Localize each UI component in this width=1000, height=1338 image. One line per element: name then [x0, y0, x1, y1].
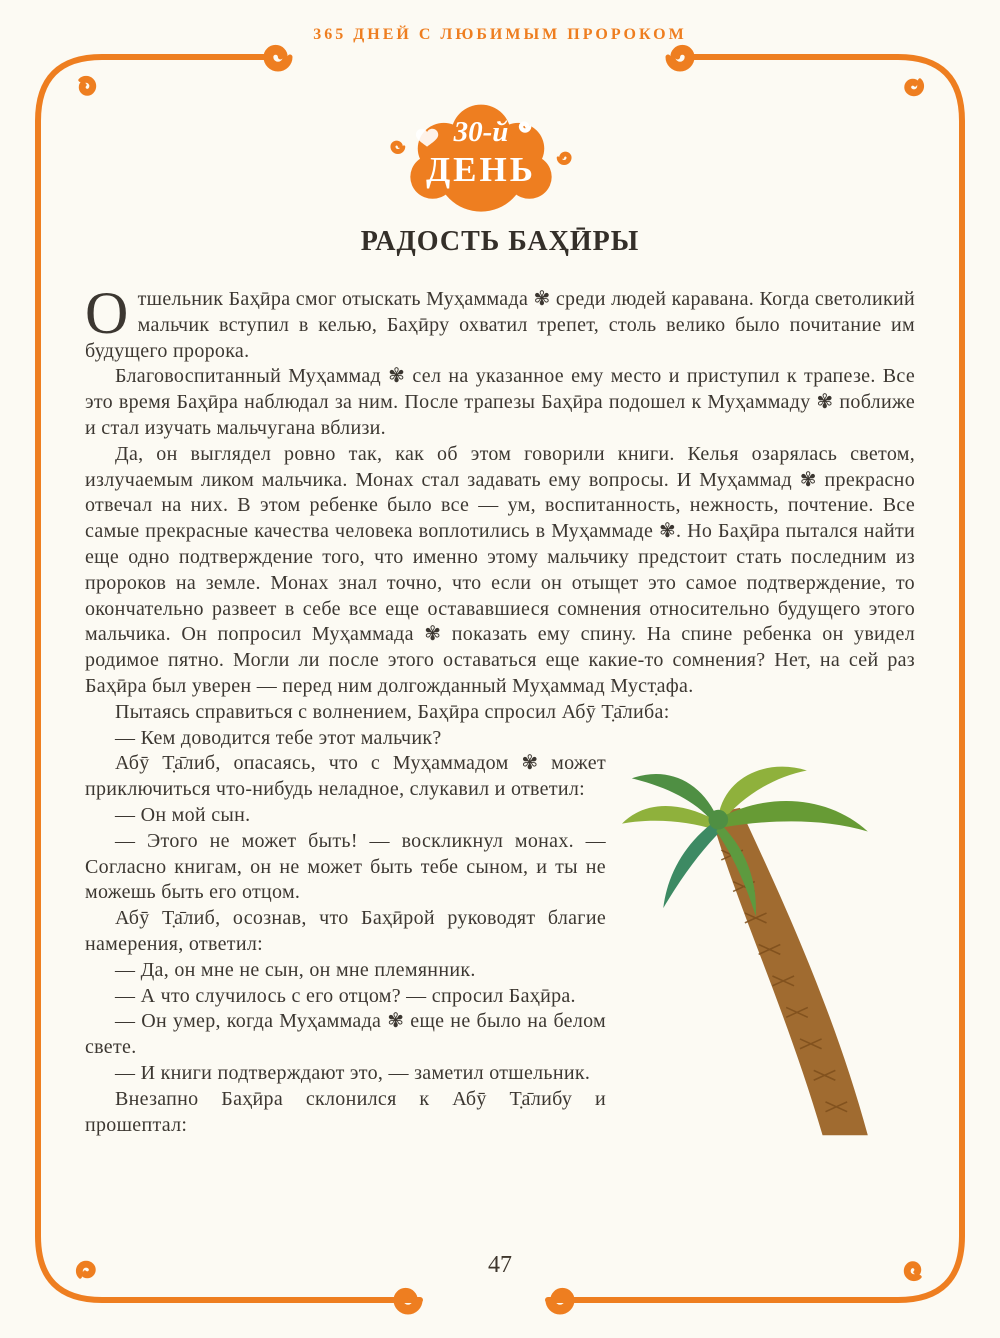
chapter-title: РАДОСТЬ БАҲӢРЫ [360, 226, 640, 257]
palm-crown [709, 810, 729, 830]
palm-tree-illustration [620, 755, 915, 1137]
spiral-ornament [548, 1290, 572, 1312]
paragraph: Внезапно Баҳӣра склонился к Абӯ Т̣а̄либу и прошептал: [85, 1087, 606, 1136]
drop-cap: О [85, 280, 129, 346]
corner-spiral-ornament [903, 75, 926, 98]
corner-spiral-ornament [75, 74, 98, 97]
paragraph: Пытаясь справиться с волнением, Баҳӣра спросил Абӯ Т̣а̄либа: [115, 700, 670, 723]
day-badge [388, 90, 574, 218]
paragraph: Благовоспитанный Муҳаммад ✾ сел на указанное ему место и приступил к трапезе. Все это время Баҳӣра наблюдал за ним. После трапезы Баҳӣра подошел к Муҳаммаду ✾ поближе и стал изучать мальчугана вблизи. [85, 365, 915, 439]
page-number: 47 [488, 1252, 512, 1278]
spiral-ornament [266, 47, 290, 69]
spiral-ornament [396, 1290, 420, 1312]
paragraphs-wrap-section [85, 751, 915, 1138]
lead-paragraph [85, 280, 915, 364]
paragraph: — Он умер, когда Муҳаммада ✾ еще не было на белом свете. [85, 1010, 606, 1059]
paragraph: Абӯ Т̣а̄либ, опасаясь, что с Муҳаммадом ✾ может приключиться что-нибудь неладное, слукавил и ответил: [85, 752, 606, 801]
running-head: 365 ДНЕЙ С ЛЮБИМЫМ ПРОРОКОМ [313, 26, 687, 43]
day-number: 30-й [453, 116, 509, 148]
paragraph: — Этого не может быть! — воскликнул монах. — Согласно книгам, он не может быть тебе сыном, и ты не можешь быть его отцом. [85, 829, 606, 904]
palm-leaf [663, 822, 720, 909]
paragraph: Абӯ Т̣а̄либ, осознав, что Баҳӣрой руководят благие намерения, ответил: [85, 907, 606, 955]
palm-tree-graphic [620, 755, 915, 1137]
article-body [85, 280, 915, 1138]
paragraph: Да, он выглядел ровно так, как об этом говорили книги. Келья озарялась светом, излучаемым ликом мальчика. Монах стал задавать ему вопросы. И Муҳаммад ✾ прекрасно отвечал на них. В этом ребенке было все — ум, воспитанность, нежность, почтение. Все самые прекрасные качества человека воплотились в Муҳаммаде ✾. Но Баҳӣра пытался найти еще одно подтверждение того, что именно этому мальчику предстоит стать последним из пророков на земле. Монах знал точно, что если он отыщет это самое подтверждение, то окончательно развеет в себе все еще остававшиеся сомнения относительно будущего этого мальчика. Он попросил Муҳаммада ✾ показать ему спину. На спине ребенка он увидел родимое пятно. Могли ли после этого оставаться еще какие-то сомнения? Нет, на сей раз Баҳӣра был уверен — перед ним долгожданный Муҳаммад Муст̣афа. [85, 442, 915, 697]
paragraph: — А что случилось с его отцом? — спросил Баҳӣра. [115, 984, 576, 1007]
paragraph: — Кем доводится тебе этот мальчик? [115, 726, 442, 749]
paragraph: — И книги подтверждают это, — заметил отшельник. [115, 1061, 591, 1084]
paragraph: — Да, он мне не сын, он мне племянник. [115, 958, 476, 981]
day-word: ДЕНЬ [426, 150, 536, 189]
lead-text: тшельник Баҳӣра смог отыскать Муҳаммада ✾ среди людей каравана. Когда светоликий мальчик вступил в келью, Баҳӣру охватил трепет, столь велико было почитание им будущего пророка. [85, 288, 915, 362]
paragraph: — Он мой сын. [115, 803, 251, 826]
paragraphs-top [85, 364, 915, 751]
spiral-ornament [668, 47, 692, 69]
